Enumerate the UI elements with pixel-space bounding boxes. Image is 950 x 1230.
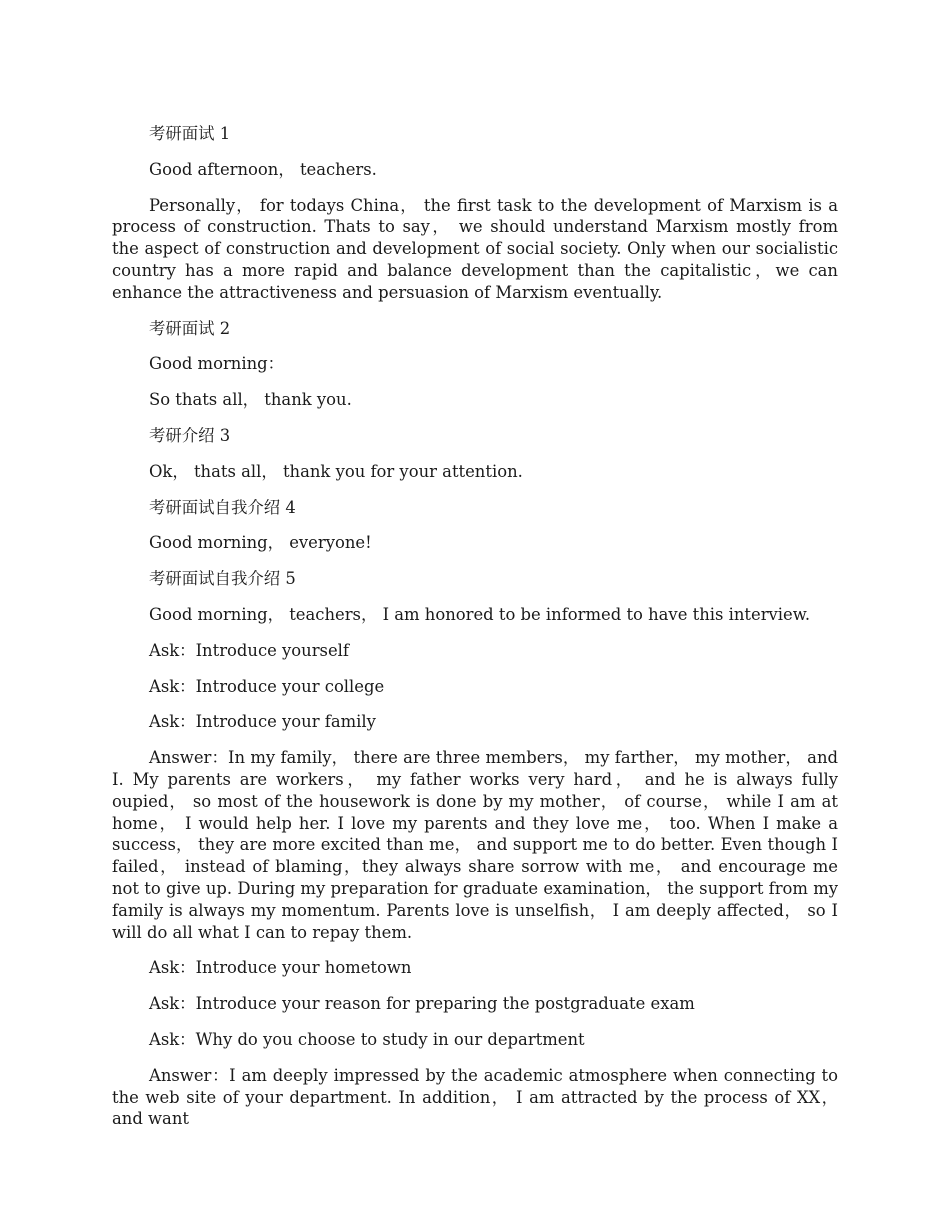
paragraph-marxism: Personally， for todays China， the first task to the development of Marxism is a process of construction. Thats to say， we should understand Marxism mostly from the aspect of construction and development of social society. Only when our socialistic country has a more rapid and balance development than the capitalistic，we can enhance the attractiveness and persuasion of Marxism eventually. [112,195,844,302]
question-department: Ask：Why do you choose to study in our department [149,1029,585,1049]
closing-thanks: So thats all， thank you. [149,390,352,410]
heading-interview-1: 考研面试 1 [149,124,231,143]
question-family: Ask：Introduce your family [149,712,376,732]
closing-attention: Ok， thats all， thank you for your attention. [149,461,523,481]
question-yourself: Ask：Introduce yourself [149,640,349,660]
question-reason-exam: Ask：Introduce your reason for preparing the postgraduate exam [149,994,695,1014]
greeting-morning: Good morning： [149,354,285,374]
heading-self-introduction-4: 考研面试自我介绍 4 [149,497,296,517]
heading-self-introduction-5: 考研面试自我介绍 5 [149,569,296,589]
heading-introduction-3: 考研介绍 3 [149,425,231,445]
greeting-teachers: Good morning， teachers， I am honored to be informed to have this interview. [149,604,811,624]
question-college: Ask：Introduce your college [149,676,385,696]
greeting-everyone: Good morning， everyone! [149,533,372,553]
greeting-afternoon: Good afternoon， teachers. [149,159,377,179]
document-page [112,123,844,1130]
question-hometown: Ask：Introduce your hometown [149,958,412,978]
answer-family: Answer：In my family， there are three members， my farther， my mother， and I. My parents are workers， my father works very hard， and he is always fully oupied， so most of the housework is done by my mother， of course， while I am at home， I would help her. I love my parents and they love me， too. When I make a success， they are more excited than me， and support me to do better. Even though I failed， instead of blaming，they always share sorrow with me， and encourage me not to give up. During my preparation for graduate examination， the support from my family is always my momentum. Parents love is unselfish， I am deeply affected， so I will do all what I can to repay them. [112,748,844,942]
answer-department: Answer：I am deeply impressed by the academic atmosphere when connecting to the web site of your department. In addition， I am attracted by the process of XX， and want [112,1065,844,1129]
heading-interview-2: 考研面试 2 [149,318,231,338]
